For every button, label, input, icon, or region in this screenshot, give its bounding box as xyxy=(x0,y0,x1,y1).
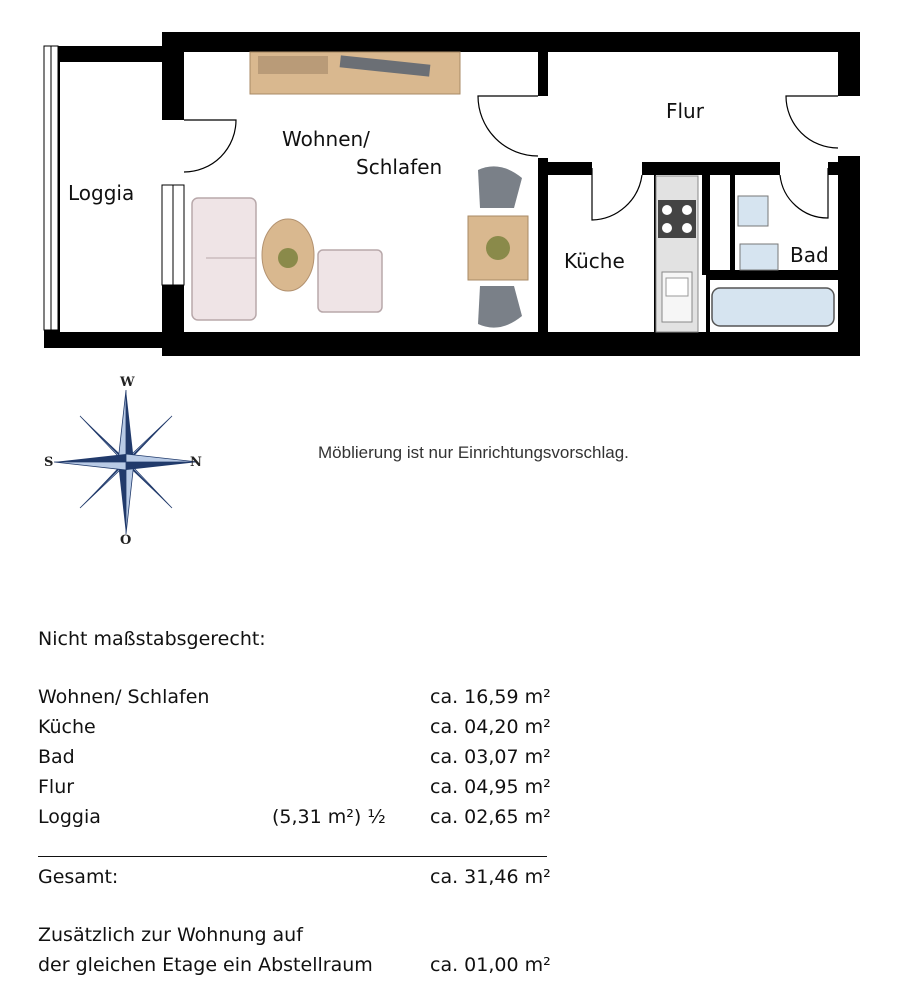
compass-label-top: W xyxy=(120,375,135,390)
area-row-value: ca. 04,20 m² xyxy=(430,716,551,738)
area-row-value: ca. 02,65 m² xyxy=(430,806,551,828)
storage-note-line1: Zusätzlich zur Wohnung auf xyxy=(38,924,303,946)
compass-label-left: S xyxy=(44,455,54,470)
area-row-name: Küche xyxy=(38,716,96,738)
total-value: ca. 31,46 m² xyxy=(430,866,551,888)
compass-star-icon xyxy=(54,390,198,534)
area-row-name: Loggia xyxy=(38,806,101,828)
total-label: Gesamt: xyxy=(38,866,119,888)
compass-label-right: N xyxy=(190,455,202,470)
area-row-name: Flur xyxy=(38,776,75,798)
compass-rose xyxy=(36,372,216,552)
total-divider xyxy=(38,856,547,857)
area-heading: Nicht maßstabsgerecht: xyxy=(38,628,266,650)
area-row-extra: (5,31 m²) ½ xyxy=(272,806,386,828)
area-row-value: ca. 04,95 m² xyxy=(430,776,551,798)
storage-value: ca. 01,00 m² xyxy=(430,954,551,976)
compass-label-bottom: O xyxy=(120,533,132,548)
area-row-name: Wohnen/ Schlafen xyxy=(38,686,210,708)
label-loggia: Loggia xyxy=(68,181,135,205)
floor-plan xyxy=(0,0,907,360)
kitchen-furniture xyxy=(656,176,698,332)
storage-note-line2: der gleichen Etage ein Abstellraum xyxy=(38,954,373,976)
label-bad: Bad xyxy=(790,243,829,267)
area-row-name: Bad xyxy=(38,746,75,768)
furnishing-note: Möblierung ist nur Einrichtungsvorschlag. xyxy=(318,443,629,462)
label-wohnen-line2: Schlafen xyxy=(356,155,443,179)
area-row-value: ca. 03,07 m² xyxy=(430,746,551,768)
label-flur: Flur xyxy=(666,99,704,123)
label-kueche: Küche xyxy=(564,249,625,273)
area-row-value: ca. 16,59 m² xyxy=(430,686,551,708)
label-wohnen-line1: Wohnen/ xyxy=(282,127,370,151)
